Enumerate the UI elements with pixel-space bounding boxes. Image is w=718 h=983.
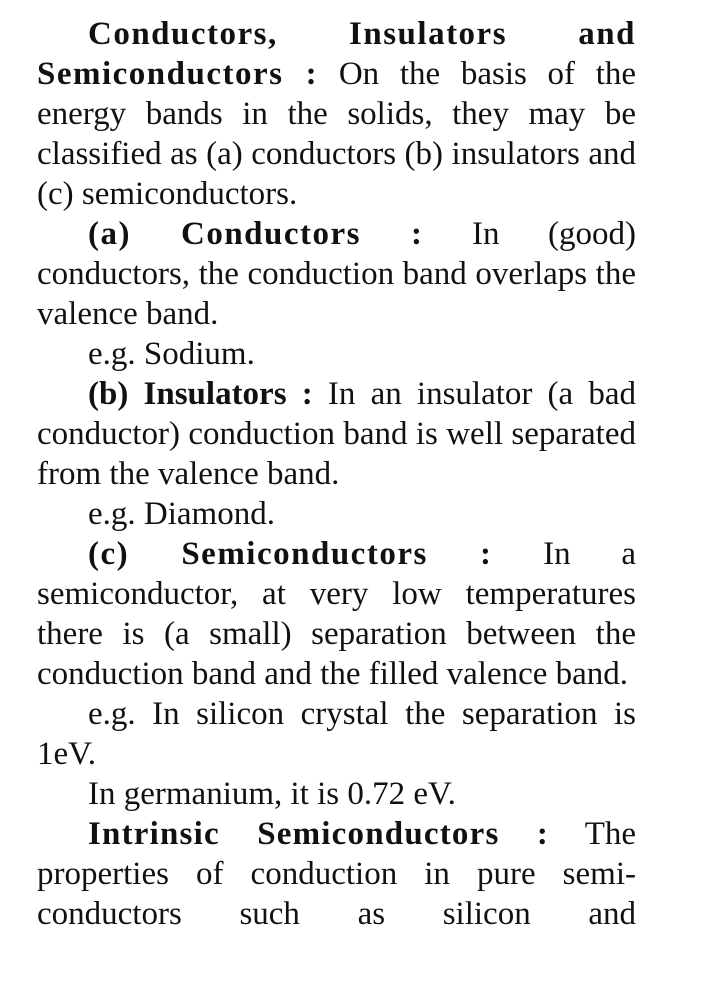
example-diamond: e.g. Diamond. (88, 496, 275, 532)
paragraph-intrinsic-semiconductors (37, 814, 636, 934)
heading-semiconductors: (c) Semiconductors : (88, 536, 493, 572)
example-germanium: In germanium, it is 0.72 eV. (88, 776, 456, 812)
paragraph-intrinsic-text: The properties of conduction in pure semi-conductors such as silicon and (37, 816, 636, 932)
paragraph-intro (37, 14, 636, 214)
paragraph-insulators (37, 374, 636, 494)
paragraph-conductors (37, 214, 636, 334)
paragraph-semiconductors (37, 534, 636, 694)
paragraph-intro-text: On the basis of the energy bands in the solids, they may be classified as (a) conductors (b) insulators and (c) semiconductors. (37, 56, 637, 212)
paragraph-conductors-text: In (good) conductors, the conduction band overlaps the valence band. (37, 216, 637, 332)
heading-insulators: (b) Insulators : (88, 376, 313, 412)
heading-conductors-insulators-semiconductors: Conductors, Insulators and Semiconductors : (37, 16, 636, 92)
heading-intrinsic-semiconductors: Intrinsic Semiconductors : (88, 816, 550, 852)
heading-conductors: (a) Conductors : (88, 216, 424, 252)
example-sodium: e.g. Sodium. (88, 336, 255, 372)
example-silicon: e.g. In silicon crystal the separation is 1eV. (37, 696, 636, 772)
paragraph-insulators-text: In an insulator (a bad conductor) conduction band is well separated from the valence band. (37, 376, 637, 492)
paragraph-semiconductors-text: In a semiconductor, at very low temperatures there is (a small) separation between the conduction band and the filled valence band. (37, 536, 636, 692)
